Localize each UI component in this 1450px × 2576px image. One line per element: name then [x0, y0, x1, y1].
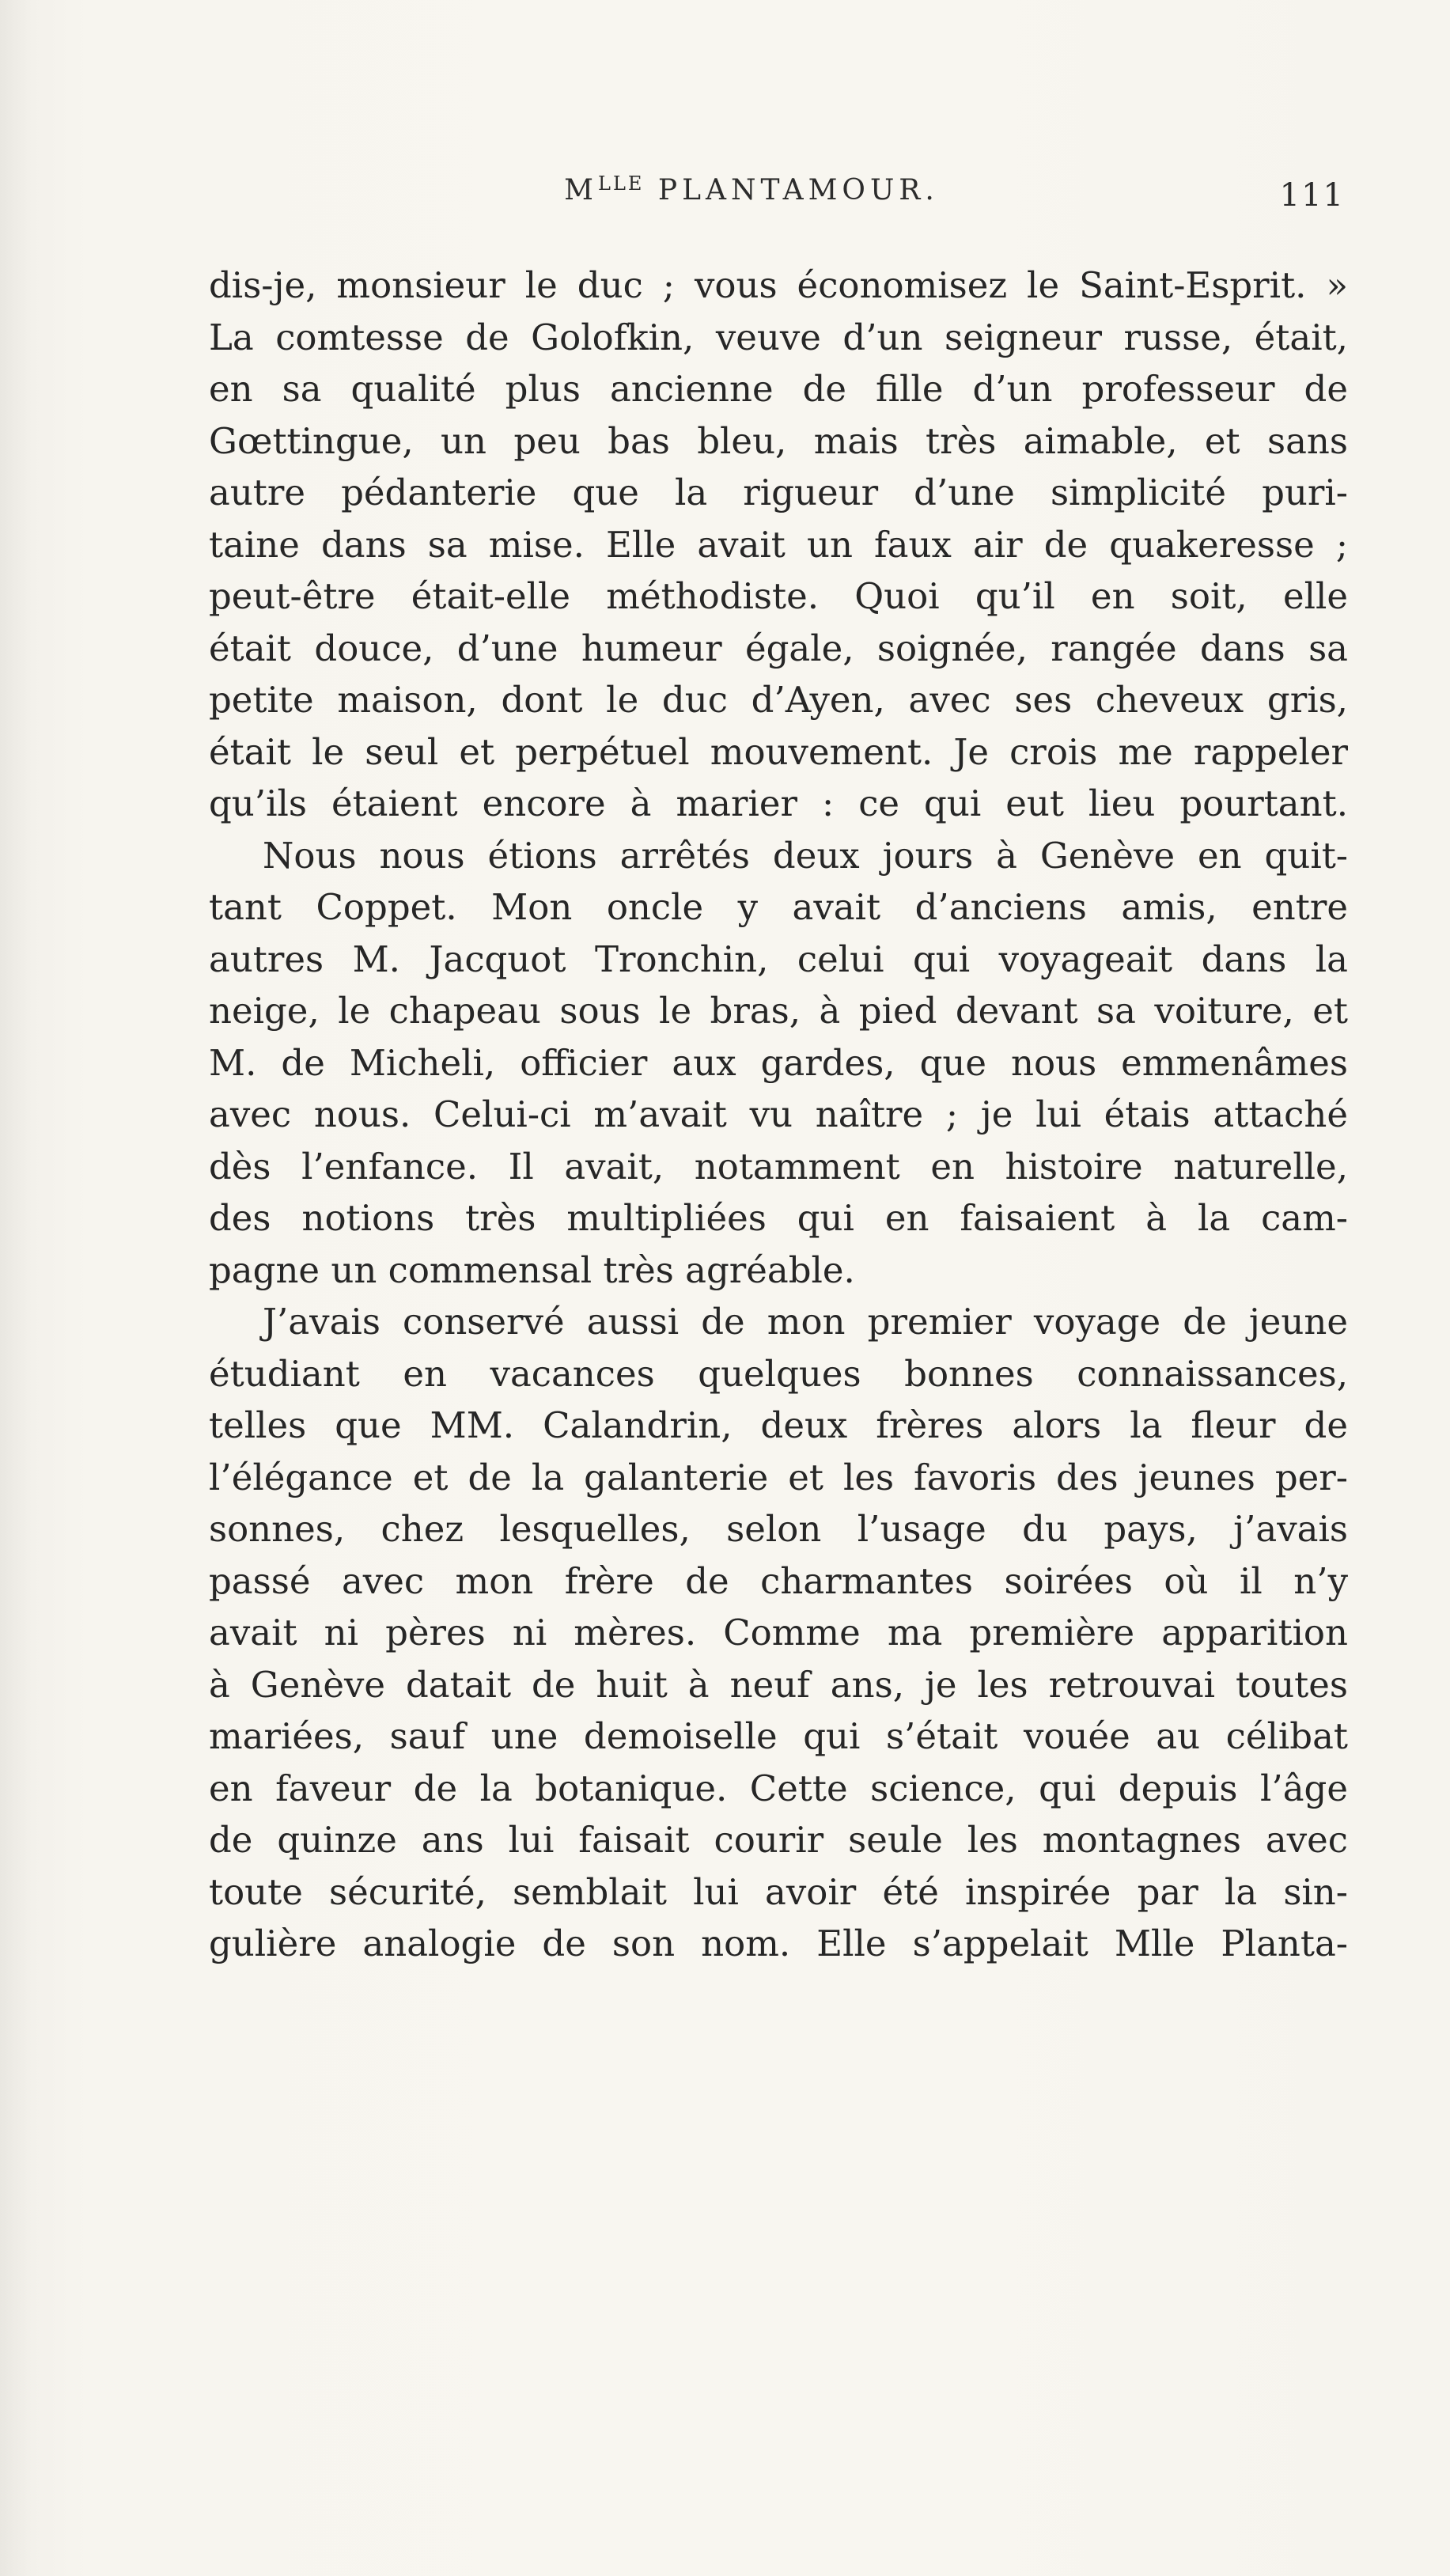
text-line: pagne un commensal très agréable.	[209, 1248, 855, 1291]
text-line: M. de Micheli, officier aux gardes, que nous emmenâmes	[209, 1041, 1348, 1084]
text-line: mariées, sauf une demoiselle qui s’était vouée au célibat	[209, 1715, 1348, 1757]
text-line: dis-je, monsieur le duc ; vous économisez le Saint-Esprit. »	[209, 264, 1348, 306]
text-line: gulière analogie de son nom. Elle s’appelait Mlle Planta-	[209, 1923, 1348, 1964]
text-line: passé avec mon frère de charmantes soirées où il n’y	[209, 1559, 1348, 1602]
text-line: J’avais conservé aussi de mon premier voyage de jeune	[263, 1301, 1348, 1343]
text-line: en faveur de la botanique. Cette science, qui depuis l’âge	[209, 1767, 1348, 1809]
text-line: sonnes, chez lesquelles, selon l’usage du pays, j’avais	[209, 1508, 1348, 1550]
running-title	[514, 172, 989, 206]
text-line: autre pédanterie que la rigueur d’une simplicité puri-	[209, 472, 1348, 513]
text-line: autres M. Jacquot Tronchin, celui qui voyageait dans la	[209, 938, 1348, 980]
body-text	[209, 259, 1348, 1970]
page-number: 111	[1279, 177, 1345, 214]
text-line: neige, le chapeau sous le bras, à pied devant sa voiture, et	[209, 990, 1348, 1032]
text-line: avait ni pères ni mères. Comme ma première apparition	[209, 1612, 1348, 1654]
text-line: l’élégance et de la galanterie et les favoris des jeunes per-	[209, 1456, 1348, 1498]
text-line: qu’ils étaient encore à marier : ce qui eut lieu pourtant.	[209, 782, 1348, 824]
text-line: La comtesse de Golofkin, veuve d’un seigneur russe, était,	[209, 316, 1348, 358]
title-superscript: LLE	[598, 172, 645, 195]
text-line: tant Coppet. Mon oncle y avait d’anciens amis, entre	[209, 886, 1348, 928]
title-prefix: M	[564, 174, 599, 206]
text-line: de quinze ans lui faisait courir seule les montagnes avec	[209, 1819, 1348, 1861]
text-line: était le seul et perpétuel mouvement. Je crois me rappeler	[209, 730, 1348, 773]
running-header	[214, 172, 1345, 220]
text-line: avec nous. Celui-ci m’avait vu naître ; je lui étais attaché	[209, 1093, 1348, 1135]
text-line: des notions très multipliées qui en faisaient à la cam-	[209, 1197, 1348, 1239]
text-line: toute sécurité, semblait lui avoir été inspirée par la sin-	[209, 1870, 1348, 1913]
text-line: telles que MM. Calandrin, deux frères alors la fleur de	[209, 1404, 1348, 1446]
text-line: petite maison, dont le duc d’Ayen, avec ses cheveux gris,	[209, 679, 1348, 721]
title-main: PLANTAMOUR.	[644, 174, 939, 206]
text-line: étudiant en vacances quelques bonnes connaissances,	[209, 1352, 1348, 1395]
text-line: Nous nous étions arrêtés deux jours à Genève en quit-	[263, 834, 1348, 877]
text-line: taine dans sa mise. Elle avait un faux air de quakeresse ;	[209, 523, 1348, 566]
text-line: en sa qualité plus ancienne de fille d’un professeur de	[209, 368, 1348, 410]
text-line: était douce, d’une humeur égale, soignée, rangée dans sa	[209, 627, 1348, 669]
text-line: à Genève datait de huit à neuf ans, je les retrouvai toutes	[209, 1663, 1348, 1706]
text-line: peut-être était-elle méthodiste. Quoi qu’il en soit, elle	[209, 575, 1348, 617]
text-line: Gœttingue, un peu bas bleu, mais très aimable, et sans	[209, 419, 1348, 462]
text-line: dès l’enfance. Il avait, notamment en histoire naturelle,	[209, 1145, 1348, 1188]
